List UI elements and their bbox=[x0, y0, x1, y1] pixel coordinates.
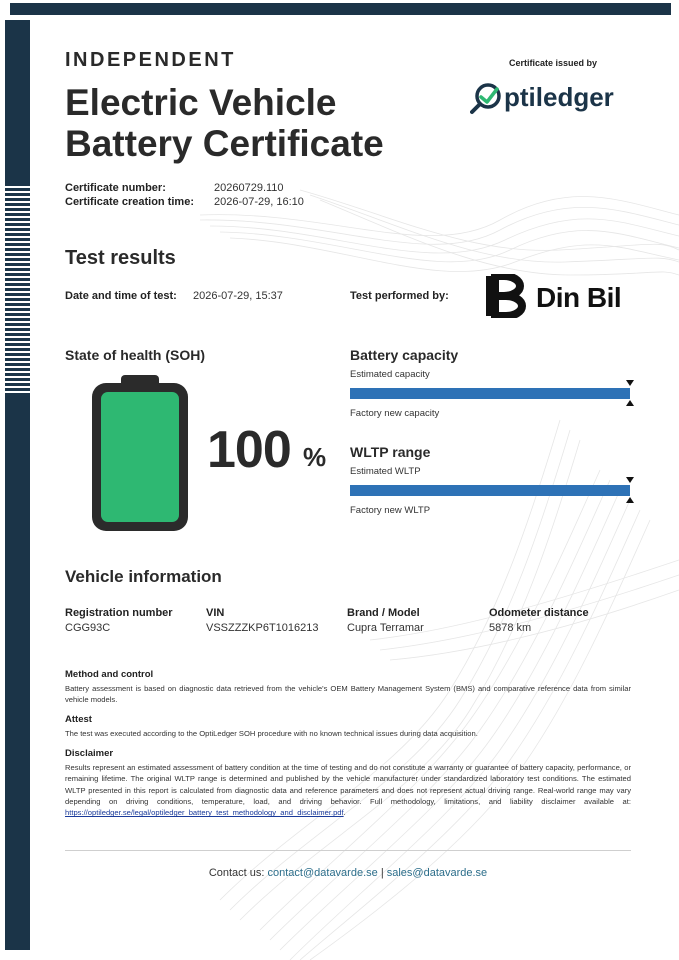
certificate-creation-value: 2026-07-29, 16:10 bbox=[214, 196, 304, 208]
factory-capacity-marker bbox=[626, 400, 634, 406]
brand-model-label: Brand / Model bbox=[347, 607, 420, 619]
disclaimer-end: . bbox=[343, 808, 346, 818]
certificate-kicker: INDEPENDENT bbox=[65, 49, 236, 71]
optiledger-logo bbox=[470, 78, 630, 122]
test-date-label: Date and time of test: bbox=[65, 290, 177, 302]
svg-text:ptiledger: ptiledger bbox=[504, 82, 614, 112]
battery-icon bbox=[88, 372, 192, 534]
contact-separator: | bbox=[380, 867, 384, 879]
estimated-capacity-label: Estimated capacity bbox=[350, 369, 430, 380]
estimated-capacity-marker bbox=[626, 380, 634, 386]
odometer-label: Odometer distance bbox=[489, 607, 589, 619]
footer-divider bbox=[65, 850, 631, 851]
title-line-1: Electric Vehicle bbox=[65, 82, 337, 123]
test-date-value: 2026-07-29, 15:37 bbox=[193, 290, 283, 302]
method-title: Method and control bbox=[65, 669, 154, 680]
certificate-number-label: Certificate number: bbox=[65, 182, 166, 194]
certificate-number-value: 20260729.110 bbox=[214, 182, 284, 194]
certificate-creation-label: Certificate creation time: bbox=[65, 196, 194, 208]
vehicle-info-heading: Vehicle information bbox=[65, 567, 222, 586]
factory-wltp-label: Factory new WLTP bbox=[350, 505, 431, 516]
attest-title: Attest bbox=[65, 714, 92, 725]
brand-model-value: Cupra Terramar bbox=[347, 622, 424, 634]
soh-heading: State of health (SOH) bbox=[65, 347, 206, 363]
capacity-bar bbox=[350, 388, 630, 399]
vin-label: VIN bbox=[206, 607, 225, 619]
title-line-2: Battery Certificate bbox=[65, 123, 384, 164]
certificate-title bbox=[65, 82, 384, 164]
attest-text: The test was executed according to the OptiLedger SOH procedure with no known technical issues during data acquisition. bbox=[65, 729, 478, 738]
estimated-wltp-label: Estimated WLTP bbox=[350, 466, 421, 477]
issued-by-label: Certificate issued by bbox=[508, 58, 598, 68]
disclaimer-text bbox=[65, 762, 631, 818]
registration-label: Registration number bbox=[65, 607, 173, 619]
test-performed-label: Test performed by: bbox=[350, 290, 449, 302]
test-results-heading: Test results bbox=[65, 247, 176, 269]
odometer-value: 5878 km bbox=[489, 622, 532, 634]
din-bil-logo bbox=[484, 274, 629, 318]
disclaimer-body: Results represent an estimated assessment of battery condition at the time of testing and do not constitute a warranty or guarantee of battery capacity, performance, or remaining lifetime. The original WLTP range is determined and published by the vehicle manufacturer under standardized laboratory test conditions. The estimated WLTP presented in this report is calculated from diagnostic data and reference parameters and does not represent actual driving range. Real-world range may vary depending on driving conditions, temperature, load, and driving behavior. Full methodology, limitations, and liability disclaimer available at: bbox=[65, 763, 631, 806]
wltp-heading: WLTP range bbox=[350, 444, 431, 460]
contact-email-link[interactable]: contact@datavarde.se bbox=[267, 867, 378, 879]
vin-value: VSSZZZKP6T1016213 bbox=[206, 622, 319, 634]
sales-email-link[interactable]: sales@datavarde.se bbox=[386, 867, 488, 879]
soh-unit: % bbox=[303, 442, 327, 472]
factory-wltp-marker bbox=[626, 497, 634, 503]
estimated-wltp-marker bbox=[626, 477, 634, 483]
wltp-bar bbox=[350, 485, 630, 496]
disclaimer-link[interactable]: https://optiledger.se/legal/optiledger_battery_test_methodology_and_disclaimer.pdf bbox=[65, 808, 344, 818]
method-text: Battery assessment is based on diagnostic data retrieved from the vehicle's OEM Battery Management System (BMS) and comparative reference data from similar vehicle models. bbox=[65, 684, 631, 705]
footer-contact bbox=[65, 867, 631, 879]
svg-text:Din Bil: Din Bil bbox=[536, 282, 622, 313]
soh-value: 100 bbox=[207, 421, 291, 479]
battery-capacity-heading: Battery capacity bbox=[350, 347, 459, 363]
contact-label: Contact us: bbox=[208, 867, 265, 879]
registration-value: CGG93C bbox=[65, 622, 111, 634]
disclaimer-title: Disclaimer bbox=[65, 748, 114, 759]
factory-capacity-label: Factory new capacity bbox=[350, 408, 440, 419]
